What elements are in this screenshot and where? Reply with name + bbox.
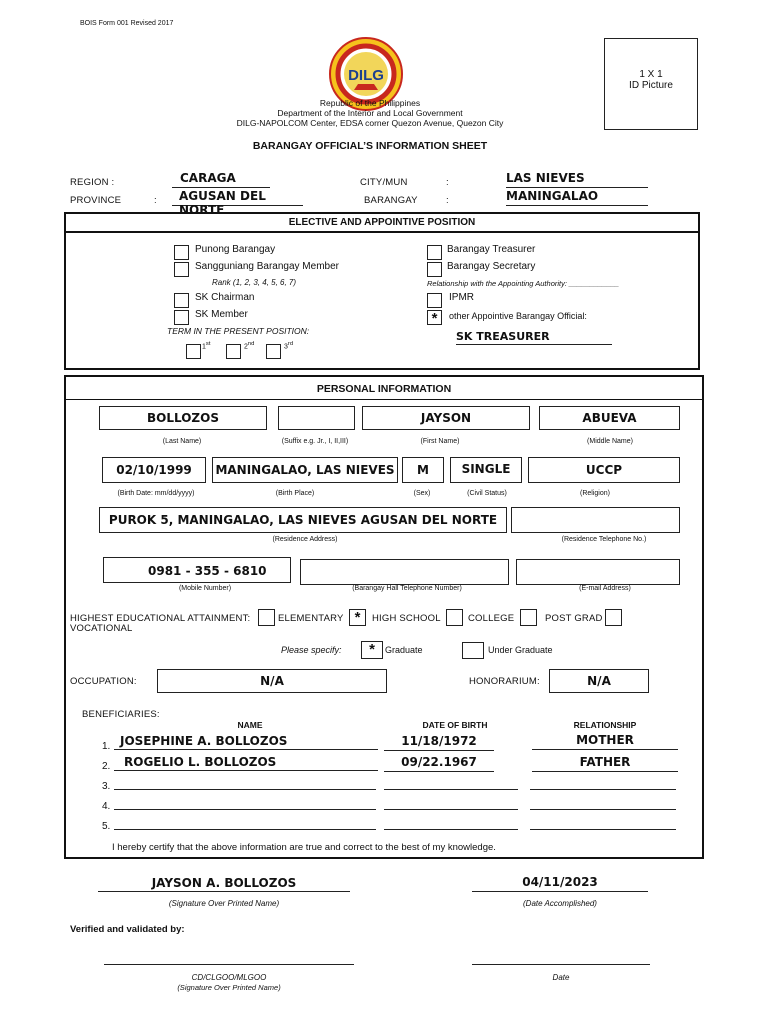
term-1st-label: 1st	[202, 341, 211, 351]
beneficiary-rel-field[interactable]: MOTHER	[532, 733, 678, 750]
verifier-caption: (Signature Over Printed Name)	[177, 983, 281, 992]
mobile-field[interactable]: 0981 - 355 - 6810	[103, 557, 291, 583]
beneficiary-dob-field[interactable]	[384, 776, 518, 790]
last-name-field[interactable]: BOLLOZOS	[99, 406, 267, 430]
sex-field[interactable]: M	[402, 457, 444, 483]
rank-label: Rank (1, 2, 3, 4, 5, 6, 7)	[212, 278, 297, 287]
punong-label: Punong Barangay	[195, 244, 276, 255]
birth-date-label: (Birth Date: mm/dd/yyyy)	[117, 490, 195, 497]
verifier-signature-line[interactable]	[104, 950, 354, 965]
hall-tel-label: (Barangay Hall Telephone Number)	[352, 585, 462, 592]
col-name-header: NAME	[237, 720, 263, 730]
beneficiary-name-field[interactable]: ROGELIO L. BOLLOZOS	[114, 755, 378, 771]
education-label: HIGHEST EDUCATIONAL ATTAINMENT:	[70, 613, 251, 624]
col-dob-header: DATE OF BIRTH	[422, 720, 488, 730]
form-code: BOIS Form 001 Revised 2017	[80, 20, 174, 27]
verifier-date-line[interactable]	[472, 950, 650, 965]
signer-name-field[interactable]: JAYSON A. BOLLOZOS	[98, 876, 350, 892]
beneficiary-name-field[interactable]	[114, 796, 376, 810]
other-appointive-checkbox[interactable]: *	[427, 310, 442, 325]
id-picture-line2: ID Picture	[629, 80, 673, 91]
high-school-label: HIGH SCHOOL	[372, 613, 441, 624]
personal-title-divider	[64, 399, 704, 400]
signer-caption: (Signature Over Printed Name)	[168, 899, 280, 908]
beneficiary-rel-field[interactable]	[530, 776, 676, 790]
barangay-field[interactable]: MANINGALAO	[506, 189, 648, 206]
first-name-label: (First Name)	[420, 438, 460, 445]
term-2nd-label: 2nd	[244, 341, 255, 351]
ipmr-label: IPMR	[449, 292, 474, 303]
religion-label: (Religion)	[580, 490, 610, 497]
personal-section-title: PERSONAL INFORMATION	[316, 383, 452, 395]
verifier-title: CD/CLGOO/MLGOO	[191, 973, 267, 982]
sk-chairman-checkbox[interactable]	[174, 293, 189, 308]
position-section	[64, 212, 700, 370]
header-line1: Republic of the Philippines	[319, 98, 421, 108]
honorarium-field[interactable]: N/A	[549, 669, 649, 693]
middle-name-field[interactable]: ABUEVA	[539, 406, 680, 430]
verifier-date-label: Date	[552, 973, 570, 982]
header-block	[180, 98, 560, 128]
term-2nd-checkbox[interactable]	[226, 344, 241, 359]
province-colon: :	[154, 195, 157, 206]
term-3rd-checkbox[interactable]	[266, 344, 281, 359]
term-1st-checkbox[interactable]	[186, 344, 201, 359]
beneficiary-rel-field[interactable]	[530, 816, 676, 830]
beneficiary-dob-field[interactable]	[384, 816, 518, 830]
suffix-label: (Suffix e.g. Jr., I, II,III)	[281, 438, 349, 445]
beneficiary-name-field[interactable]	[114, 816, 376, 830]
residence-tel-field[interactable]	[511, 507, 680, 533]
email-field[interactable]	[516, 559, 680, 585]
punong-checkbox[interactable]	[174, 245, 189, 260]
sangguniang-label: Sangguniang Barangay Member	[195, 261, 339, 272]
last-name-label: (Last Name)	[162, 438, 202, 445]
beneficiary-dob-field[interactable]: 09/22.1967	[384, 755, 494, 772]
id-picture-line1: 1 X 1	[639, 69, 663, 80]
vocational-label: VOCATIONAL	[70, 623, 133, 634]
term-label: TERM IN THE PRESENT POSITION:	[167, 326, 310, 336]
beneficiary-number: 2.	[102, 761, 111, 772]
birth-place-label: (Birth Place)	[275, 490, 315, 497]
term-3rd-label: 3rd	[284, 341, 294, 351]
sk-member-label: SK Member	[195, 309, 248, 320]
college-checkbox[interactable]	[446, 609, 463, 626]
email-label: (E-mail Address)	[579, 585, 631, 592]
hall-tel-field[interactable]	[300, 559, 509, 585]
beneficiary-number: 3.	[102, 781, 111, 792]
other-appointive-label: other Appointive Barangay Official:	[449, 311, 587, 321]
mobile-label: (Mobile Number)	[178, 585, 232, 592]
province-field[interactable]: AGUSAN DEL NORTE	[172, 189, 303, 206]
vocational-checkbox[interactable]	[605, 609, 622, 626]
beneficiary-dob-field[interactable]: 11/18/1972	[384, 734, 494, 751]
birth-date-field[interactable]: 02/10/1999	[102, 457, 206, 483]
barangay-label: BARANGAY	[364, 195, 418, 206]
sex-label: (Sex)	[413, 490, 431, 497]
middle-name-label: (Middle Name)	[587, 438, 633, 445]
verified-label: Verified and validated by:	[70, 924, 185, 935]
civil-status-field[interactable]: SINGLE	[450, 457, 522, 483]
occupation-field[interactable]: N/A	[157, 669, 387, 693]
sangguniang-checkbox[interactable]	[174, 262, 189, 277]
ipmr-checkbox[interactable]	[427, 293, 442, 308]
beneficiary-rel-field[interactable]: FATHER	[532, 755, 678, 772]
beneficiaries-label: BENEFICIARIES:	[82, 709, 160, 720]
beneficiary-number: 4.	[102, 801, 111, 812]
elementary-checkbox[interactable]	[258, 609, 275, 626]
college-label: COLLEGE	[468, 613, 515, 624]
beneficiary-number: 5.	[102, 821, 111, 832]
post-grad-checkbox[interactable]	[520, 609, 537, 626]
beneficiary-name-field[interactable]: JOSEPHINE A. BOLLOZOS	[114, 734, 378, 750]
sk-chairman-label: SK Chairman	[195, 292, 255, 303]
col-rel-header: RELATIONSHIP	[573, 720, 637, 730]
first-name-field[interactable]: JAYSON	[362, 406, 530, 430]
graduate-checkbox[interactable]: *	[361, 641, 383, 659]
sk-member-checkbox[interactable]	[174, 310, 189, 325]
province-label: PROVINCE	[70, 195, 122, 206]
religion-field[interactable]: UCCP	[528, 457, 680, 483]
residence-field[interactable]: PUROK 5, MANINGALAO, LAS NIEVES AGUSAN DEL NORTE	[99, 507, 507, 533]
honorarium-label: HONORARIUM:	[469, 676, 540, 687]
region-field[interactable]: CARAGA	[172, 171, 270, 188]
relationship-label: Relationship with the Appointing Authority: ____________	[427, 279, 620, 288]
beneficiary-name-field[interactable]	[114, 776, 376, 790]
certify-statement: I hereby certify that the above information are true and correct to the best of my knowledge.	[112, 842, 496, 853]
header-line2: Department of the Interior and Local Government	[277, 108, 463, 118]
treasurer-label: Barangay Treasurer	[447, 244, 536, 255]
civil-status-label: (Civil Status)	[467, 490, 507, 497]
under-graduate-checkbox[interactable]	[462, 642, 484, 659]
post-grad-label: POST GRAD	[545, 613, 603, 624]
please-specify-label: Please specify:	[281, 645, 342, 655]
date-accomplished-caption: (Date Accomplished)	[523, 899, 597, 908]
city-colon: :	[446, 177, 449, 188]
logo-text: DILG	[348, 67, 384, 84]
page-title: BARANGAY OFFICIAL’S INFORMATION SHEET	[252, 140, 488, 152]
beneficiary-number: 1.	[102, 741, 111, 752]
elementary-label: ELEMENTARY	[278, 613, 344, 624]
treasurer-checkbox[interactable]	[427, 245, 442, 260]
residence-label: (Residence Address)	[272, 536, 338, 543]
city-field[interactable]: LAS NIEVES	[506, 171, 648, 188]
region-label: REGION :	[70, 177, 115, 188]
id-picture-box	[604, 38, 698, 130]
header-line3: DILG-NAPOLCOM Center, EDSA corner Quezon Avenue, Quezon City	[236, 118, 504, 128]
occupation-label: OCCUPATION:	[70, 676, 137, 687]
suffix-field[interactable]	[278, 406, 355, 430]
residence-tel-label: (Residence Telephone No.)	[561, 536, 647, 543]
barangay-colon: :	[446, 195, 449, 206]
date-accomplished-field[interactable]: 04/11/2023	[472, 875, 648, 892]
graduate-label: Graduate	[385, 645, 423, 655]
birth-place-field[interactable]: MANINGALAO, LAS NIEVES	[212, 457, 398, 483]
beneficiary-dob-field[interactable]	[384, 796, 518, 810]
beneficiary-rel-field[interactable]	[530, 796, 676, 810]
secretary-label: Barangay Secretary	[447, 261, 536, 272]
high-school-checkbox[interactable]: *	[349, 609, 366, 626]
city-label: CITY/MUN	[360, 177, 408, 188]
position-title-divider	[64, 231, 700, 233]
other-appointive-field[interactable]: SK TREASURER	[456, 330, 612, 345]
under-graduate-label: Under Graduate	[488, 645, 553, 655]
secretary-checkbox[interactable]	[427, 262, 442, 277]
position-section-title: ELECTIVE AND APPOINTIVE POSITION	[288, 217, 476, 228]
